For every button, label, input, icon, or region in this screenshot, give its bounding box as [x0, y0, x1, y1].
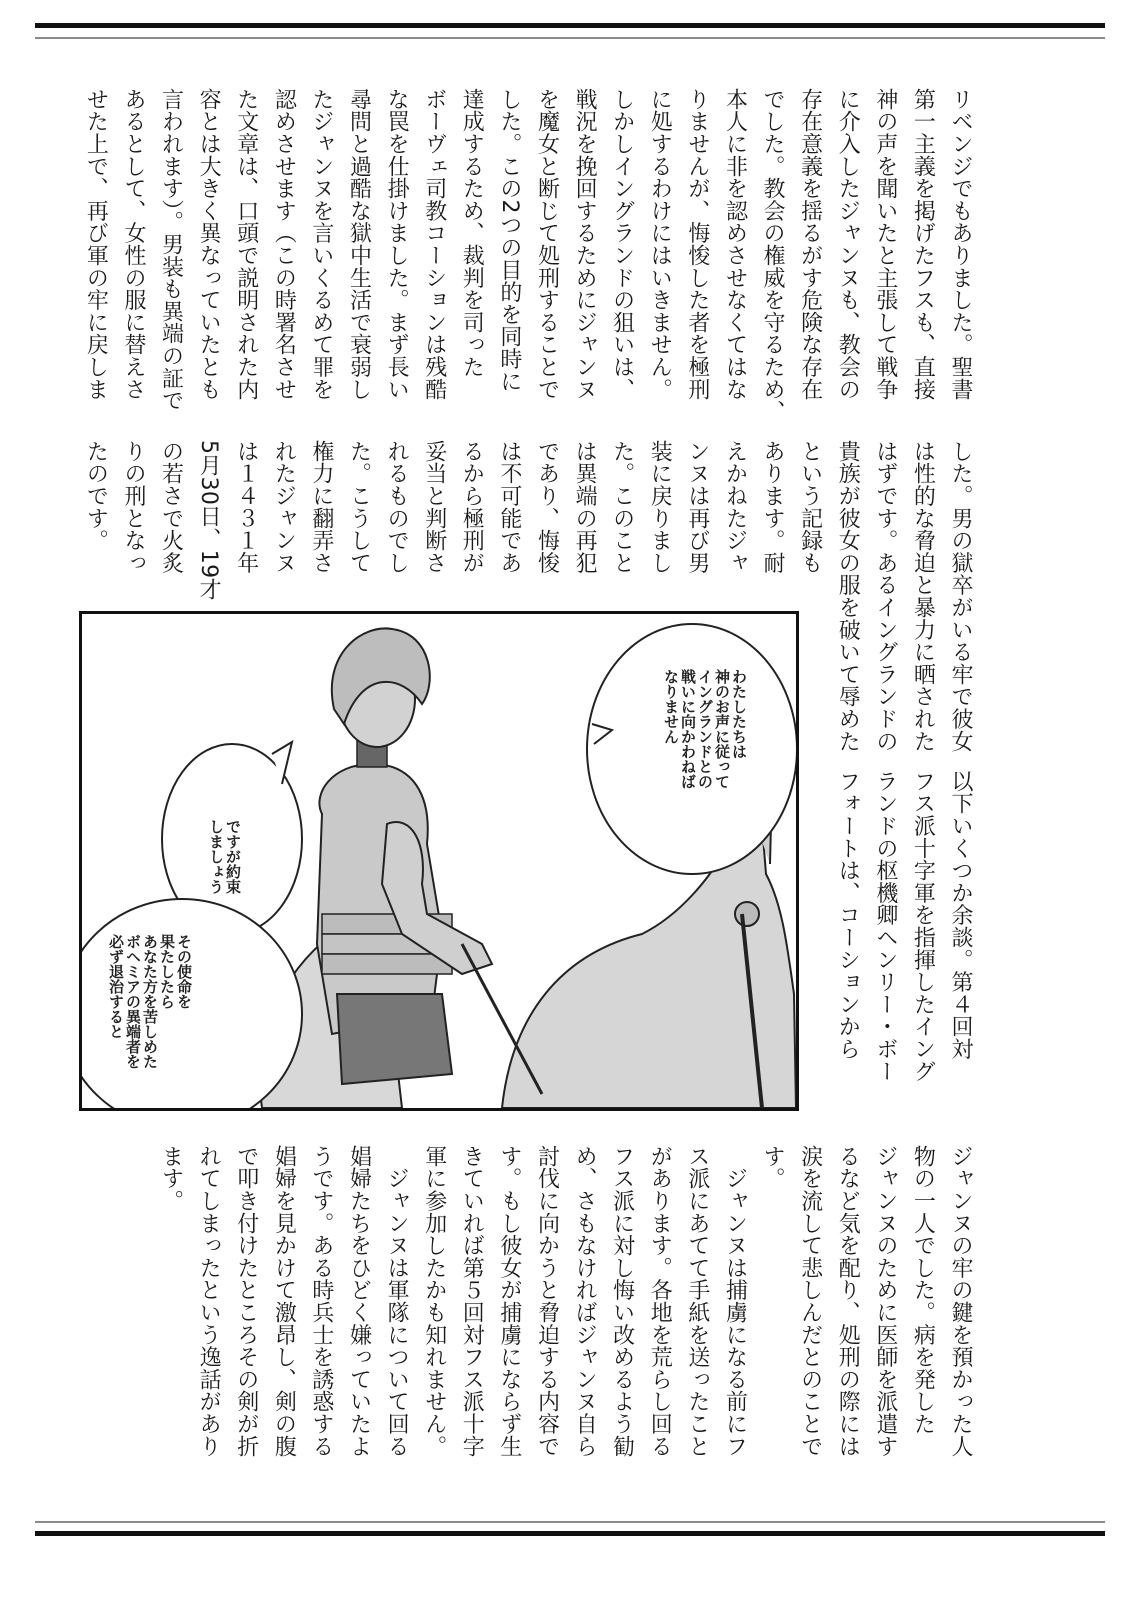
text-column: ジャンヌのために医師を派遣す — [872, 1145, 898, 1458]
article-block-side — [829, 770, 979, 1082]
text-column: えかねたジャ — [722, 440, 748, 574]
text-column: なりません — [662, 669, 680, 744]
text-column: 装に戻りまし — [647, 440, 673, 574]
text-column: ランドの枢機卿ヘンリー・ボー — [872, 770, 898, 1083]
text-column: した。男の獄卒がいる牢で彼女 — [948, 440, 973, 753]
text-column: は性的な脅迫と暴力に晒された — [910, 440, 936, 753]
text-column: 達成するため、裁判を司った — [459, 88, 485, 378]
text-column: フス派十字軍を指揮したイング — [910, 770, 936, 1083]
text-column: に処するわけにはいきません。 — [647, 88, 673, 401]
text-column: 5月30日、19才 — [196, 440, 222, 601]
text-column: リベンジでもありました。聖書 — [948, 88, 973, 401]
text-column: た。こうして — [346, 440, 372, 574]
text-column: は１４３１年 — [233, 440, 259, 574]
text-column: 物の一人でした。病を発した — [910, 1145, 936, 1435]
text-column: ンヌは再び男 — [684, 440, 710, 574]
text-column: るなど気を配り、処刑の際には — [835, 1145, 861, 1458]
text-column: を魔女と断じて処刑することで — [534, 88, 560, 401]
text-column: 戦況を挽回するためにジャンヌ — [572, 88, 598, 401]
text-column: は異端の再犯 — [572, 440, 598, 574]
text-column: 第一主義を掲げたフスも、直接 — [910, 88, 936, 401]
text-column: 権力に翻弄さ — [308, 440, 334, 574]
text-column: した。この2つの目的を同時に — [496, 88, 522, 393]
text-column: フォートは、コーションから — [835, 770, 861, 1060]
text-column: しかしイングランドの狙いは、 — [609, 88, 635, 401]
text-column: 以下いくつか余談。第４回対 — [948, 770, 973, 1060]
text-column: ジャンヌの牢の鍵を預かった人 — [948, 1145, 973, 1458]
text-column: に介入したジャンヌも、教会の — [835, 88, 861, 401]
text-column: たジャンヌを言いくるめて罪を — [308, 88, 334, 401]
text-column: 容とは大きく異なっていたとも — [196, 88, 222, 401]
text-column: 神のお声に従って — [713, 669, 731, 789]
text-column: た。このこと — [609, 440, 635, 574]
text-column: あります。耐 — [760, 440, 786, 574]
text-column: ですが約束 — [224, 819, 242, 894]
text-column: あるとして、女性の服に替えさ — [120, 88, 146, 401]
text-column: た文章は、口頭で説明された内 — [233, 88, 259, 401]
text-column: るから極刑が — [459, 440, 485, 574]
text-column: 果たしたら — [158, 934, 176, 1009]
text-column: りませんが、悔悛した者を極刑 — [684, 88, 710, 401]
text-column: きていれば第５回対フス派十字 — [459, 1145, 485, 1458]
text-column: でした。教会の権威を守るため、 — [760, 88, 786, 423]
text-column: フス派に対し悔い改めるよう勧 — [609, 1145, 635, 1458]
text-column: その使命を — [175, 934, 193, 1009]
text-column: ボヘミアの異端者を — [124, 934, 142, 1069]
text-column: れてしまったという逸話があり — [196, 1145, 222, 1458]
text-column: 討伐に向かうと脅迫する内容で — [534, 1145, 560, 1458]
text-column: 尋問と過酷な獄中生活で衰弱し — [346, 88, 372, 401]
speech-bubble-large — [107, 934, 192, 1069]
text-column: 軍に参加したかも知れません。 — [421, 1145, 447, 1458]
text-column: の若さで火炙 — [158, 440, 184, 574]
text-column: 神の声を聞いたと主張して戦争 — [872, 88, 898, 401]
text-column: す。もし彼女が捕虜にならず生 — [496, 1145, 522, 1458]
text-column: れるものでし — [384, 440, 410, 574]
text-column: 存在意義を揺るがす危険な存在 — [797, 88, 823, 401]
text-column: れたジャンヌ — [271, 440, 297, 574]
text-column: という記録も — [797, 440, 823, 574]
text-column: 認めさせます（この時署名させ — [271, 88, 297, 401]
text-column: ス派にあてて手紙を送ったこと — [684, 1145, 710, 1458]
text-column: であり、悔悛 — [534, 440, 560, 574]
header-rule-thick — [35, 23, 1105, 28]
text-column: イングランドとの — [696, 669, 714, 789]
text-column: 言われます）。男装も異端の証で — [158, 88, 184, 412]
text-column: 本人に非を認めさせなくてはな — [722, 88, 748, 401]
text-column: ます。 — [158, 1145, 184, 1212]
text-column: りの刑となっ — [120, 440, 146, 574]
text-column: うです。ある時兵士を誘惑する — [308, 1145, 334, 1458]
text-column: な罠を仕掛けました。まず長い — [384, 88, 410, 401]
text-column: があります。各地を荒らし回る — [647, 1145, 673, 1458]
speech-bubble-small — [207, 819, 241, 894]
text-column: ボーヴェ司教コーションは残酷 — [421, 88, 447, 401]
text-column: 娼婦を見かけて激昂し、剣の腹 — [271, 1145, 297, 1458]
footer-rule-thick — [35, 1531, 1105, 1536]
speech-bubble-right — [662, 669, 747, 789]
text-column: わたしたちは — [730, 669, 748, 759]
text-column: 戦いに向かわねば — [679, 669, 697, 789]
text-column: せた上で、再び軍の牢に戻しま — [83, 88, 109, 401]
text-column: 必ず退治すると — [107, 934, 125, 1039]
text-column: 貴族が彼女の服を破いて辱めた — [835, 440, 861, 753]
text-column: あなた方を苦しめた — [141, 934, 159, 1069]
text-column: 娼婦たちをひどく嫌っていたよ — [346, 1145, 372, 1458]
text-column: しましょう — [207, 819, 225, 894]
text-column: たのです。 — [83, 440, 109, 552]
header-rule-thin — [35, 37, 1105, 39]
text-column: ジャンヌは捕虜になる前にフ — [722, 1145, 748, 1458]
text-column: 妥当と判断さ — [421, 440, 447, 574]
text-column: め、さもなければジャンヌ自ら — [572, 1145, 598, 1458]
text-column: 涙を流して悲しんだとのことで — [797, 1145, 823, 1458]
article-block-top — [77, 88, 979, 423]
text-column: ジャンヌは軍隊について回る — [384, 1145, 410, 1458]
text-column: す。 — [760, 1145, 786, 1190]
text-column: はずです。あるイングランドの — [872, 440, 898, 753]
manga-panel — [79, 611, 799, 1111]
footer-rule-thin — [35, 1521, 1105, 1523]
article-block-bottom — [152, 1145, 979, 1457]
text-column: は不可能であ — [496, 440, 522, 574]
text-column: で叩き付けたところその剣が折 — [233, 1145, 259, 1458]
